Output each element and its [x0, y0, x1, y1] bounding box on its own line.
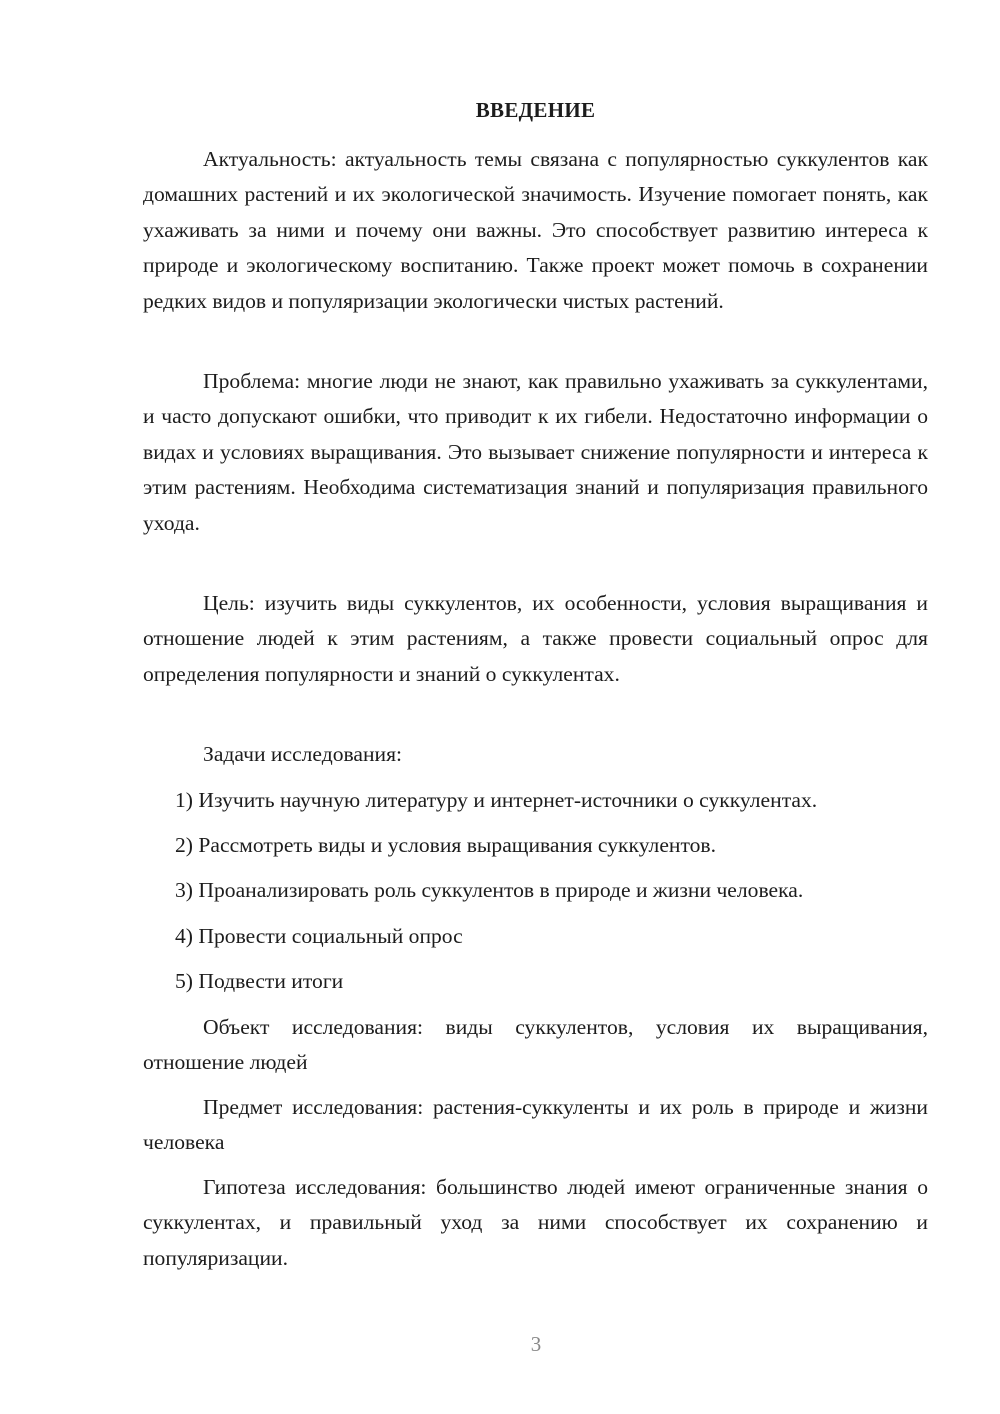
subject-paragraph: Предмет исследования: растения-суккуленты и их роль в природе и жизни человека [143, 1095, 928, 1155]
task-item-5: 5) Подвести итоги [175, 969, 344, 993]
page-title: ВВЕДЕНИЕ [475, 98, 596, 122]
task-item-3: 3) Проанализировать роль суккулентов в природе и жизни человека. [175, 878, 804, 902]
task-item-1: 1) Изучить научную литературу и интернет-источники о суккулентах. [175, 788, 818, 812]
goal-paragraph: Цель: изучить виды суккулентов, их особенности, условия выращивания и отношение людей к этим растениям, а также провести социальный опрос для определения популярности и знаний о суккулентах. [143, 591, 928, 686]
task-item-2: 2) Рассмотреть виды и условия выращивания суккулентов. [175, 833, 717, 857]
task-item-4: 4) Провести социальный опрос [175, 924, 463, 948]
problem-paragraph: Проблема: многие люди не знают, как правильно ухаживать за суккулентами, и часто допускают ошибки, что приводит к их гибели. Недостаточно информации о видах и условиях выращивания. Это вызывает снижение популярности и интереса к этим растениям. Необходима систематизация знаний и популяризация правильного ухода. [143, 369, 928, 535]
hypothesis-paragraph: Гипотеза исследования: большинство людей имеют ограниченные знания о суккулентах, и правильный уход за ними способствует их сохранению и популяризации. [143, 1175, 928, 1270]
tasks-heading: Задачи исследования: [203, 742, 403, 766]
relevance-paragraph: Актуальность: актуальность темы связана с популярностью суккулентов как домашних растений и их экологической значимость. Изучение помогает понять, как ухаживать за ними и почему они важны. Это способствует развитию интереса к природе и экологическому воспитанию. Также проект может помочь в сохранении редких видов и популяризации экологически чистых растений. [143, 147, 928, 313]
object-paragraph: Объект исследования: виды суккулентов, условия их выращивания, отношение людей [143, 1015, 928, 1075]
page-number: 3 [530, 1332, 542, 1356]
